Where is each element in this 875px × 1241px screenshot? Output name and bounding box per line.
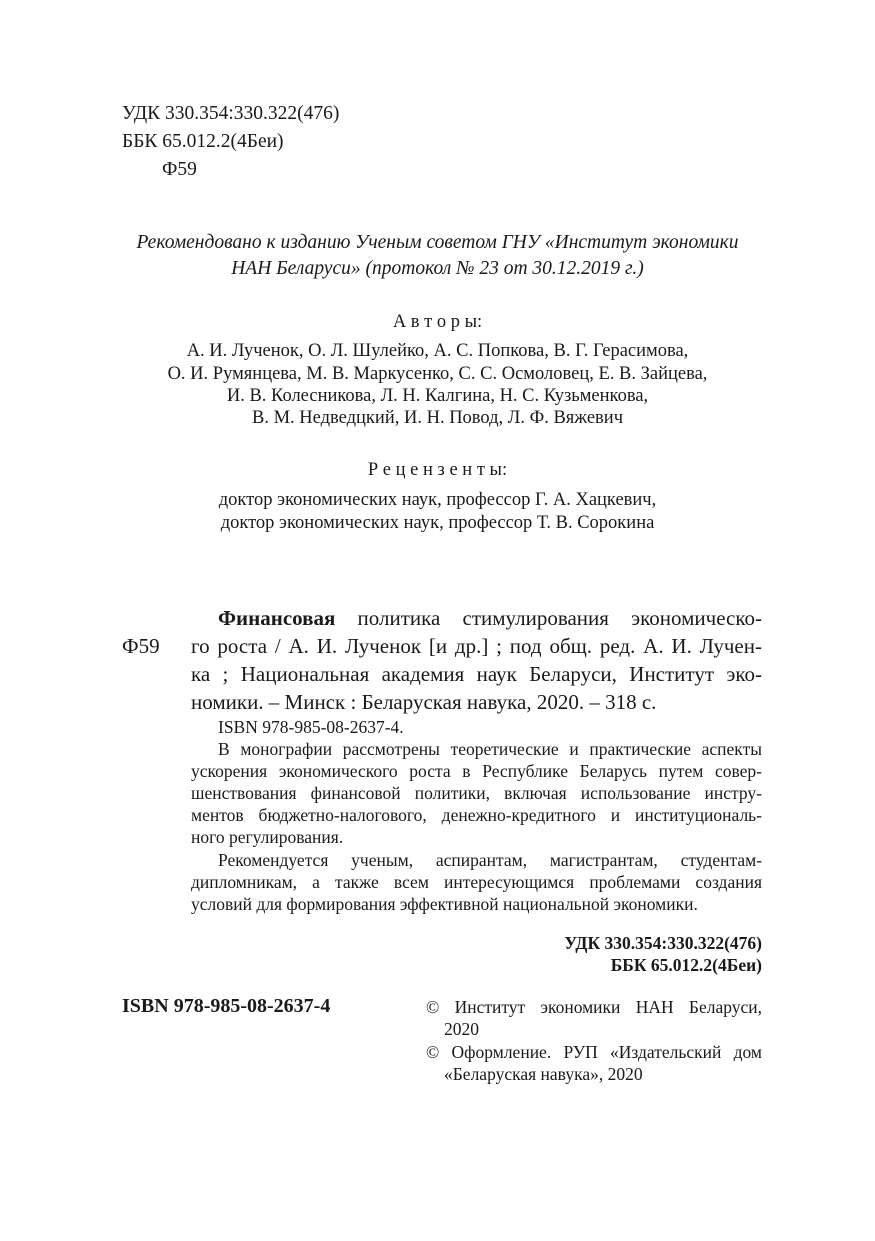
copyright-line: © Оформление. РУП «Издательский дом: [426, 1042, 762, 1062]
abstract-line: дипломникам, а также всем интересующимся проблемами создания: [191, 872, 762, 892]
author-line: О. И. Румянцева, М. В. Маркусенко, С. С. Осмоловец, Е. В. Зайцева,: [167, 364, 708, 384]
abstract-line: ускорения экономического роста в Республике Беларусь путем совер-: [191, 761, 762, 781]
copyright-line: © Институт экономики НАН Беларуси,: [426, 997, 762, 1017]
udk-code: УДК 330.354:330.322(476): [122, 103, 340, 124]
abstract-line: шенствования финансовой политики, включая использование инстру-: [191, 783, 762, 803]
bibliography-isbn: ISBN 978-985-08-2637-4.: [218, 717, 404, 737]
bibliography-line-1: [218, 606, 762, 631]
recommendation-line: Рекомендовано к изданию Ученым советом ГНУ «Институт экономики: [136, 232, 739, 253]
author-mark: Ф59: [162, 159, 197, 180]
bbk-code: ББК 65.012.2(4Беи): [122, 131, 284, 152]
reviewer-line: доктор экономических наук, профессор Т. В. Сорокина: [220, 513, 655, 533]
bibliography-line-3: ка ; Национальная академия наук Беларуси, Институт эко-: [191, 662, 762, 686]
abstract-line: В монографии рассмотрены теоретические и практические аспекты: [218, 739, 762, 759]
bibliography-line-2: го роста / А. И. Лученок [и др.] ; под общ. ред. А. И. Лучен-: [191, 634, 762, 658]
reviewers-heading: Р е ц е н з е н т ы:: [367, 460, 508, 480]
bibliography-line-1-rest: политика стимулирования экономическо-: [335, 606, 762, 630]
authors-heading: А в т о р ы:: [392, 312, 483, 332]
footer-isbn: ISBN 978-985-08-2637-4: [122, 995, 331, 1017]
abstract-line: условий для формирования эффективной национальной экономики.: [191, 894, 698, 914]
author-line: А. И. Лученок, О. Л. Шулейко, А. С. Попкова, В. Г. Герасимова,: [186, 341, 689, 361]
abstract-line: ментов бюджетно-налогового, денежно-кредитного и институциональ-: [191, 805, 762, 825]
book-title: Финансовая: [218, 606, 336, 630]
footer-bbk: ББК 65.012.2(4Беи): [610, 955, 762, 975]
copyright-line: «Беларуская навука», 2020: [444, 1064, 643, 1084]
author-line: И. В. Колесникова, Л. Н. Калгина, Н. С. Кузьменкова,: [226, 386, 649, 406]
recommendation-line: НАН Беларуси» (протокол № 23 от 30.12.2019 г.): [231, 258, 644, 279]
bibliography-mark: Ф59: [122, 634, 160, 658]
copyright-line: 2020: [444, 1019, 479, 1039]
reviewer-line: доктор экономических наук, профессор Г. А. Хацкевич,: [218, 490, 657, 510]
author-line: В. М. Недведцкий, И. Н. Повод, Л. Ф. Вяжевич: [252, 408, 623, 428]
abstract-line: Рекомендуется ученым, аспирантам, магистрантам, студентам-: [218, 850, 762, 870]
bibliography-line-4: номики. – Минск : Беларуская навука, 2020. – 318 с.: [191, 690, 657, 714]
footer-udk: УДК 330.354:330.322(476): [564, 933, 762, 953]
abstract-line: ного регулирования.: [191, 827, 344, 847]
